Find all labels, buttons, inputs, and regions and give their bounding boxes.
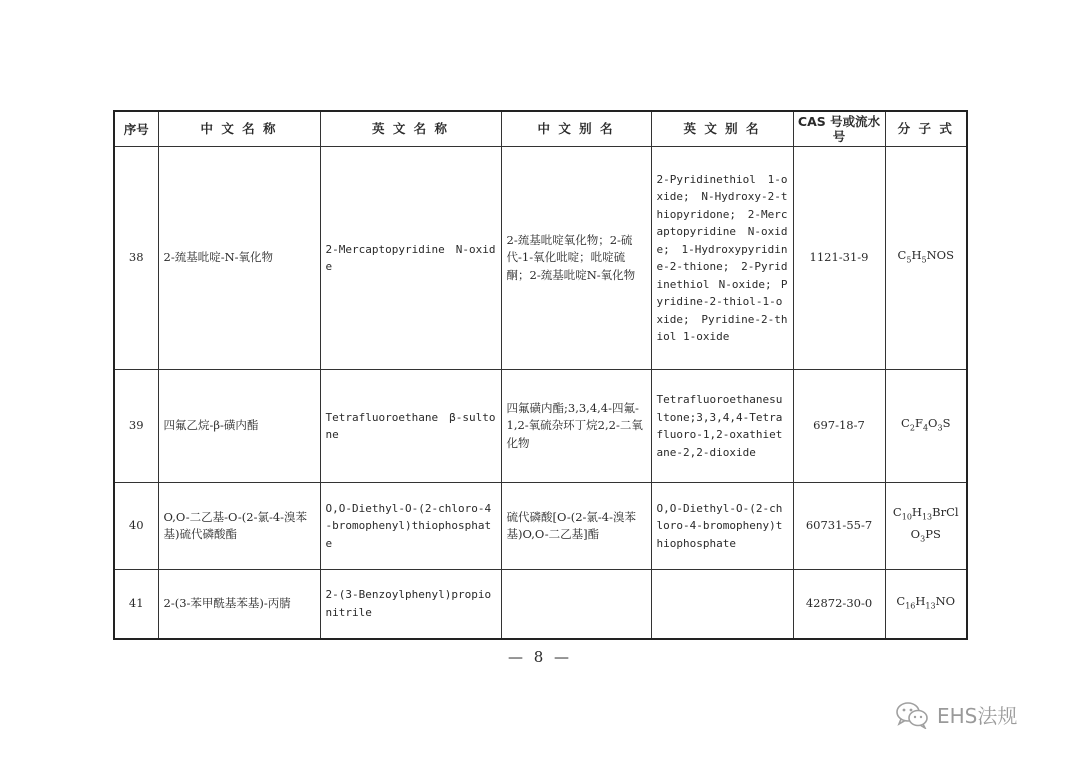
page-number: — 8 — bbox=[507, 648, 573, 666]
en-alias-cell: 2-Pyridinethiol 1-oxide; N-Hydroxy-2-thiopyridone; 2-Mercaptopyridine N-oxide; 1-Hydroxypyridine-2-thione; 2-Pyridinethiol N-oxide; Pyridine-2-thiol-1-oxide; Pyridine-2-thiol 1-oxide bbox=[651, 147, 793, 370]
header-en-alias: 英 文 别 名 bbox=[651, 111, 793, 147]
table-header-row bbox=[114, 111, 967, 147]
wechat-icon bbox=[895, 701, 929, 729]
cn-name-cell: 2-巯基吡啶-N-氧化物 bbox=[158, 147, 320, 370]
en-alias-cell: Tetrafluoroethanesultone;3,3,4,4-Tetrafluoro-1,2-oxathietane-2,2-dioxide bbox=[651, 370, 793, 483]
formula-text: $C_{16}H_{13}NO$ bbox=[896, 593, 956, 611]
en-alias-cell: O,O-Diethyl-O-(2-chloro-4-bromopheny)thiophosphate bbox=[651, 483, 793, 570]
en-name-cell: 2-Mercaptopyridine N-oxide bbox=[320, 147, 501, 370]
header-index: 序号 bbox=[114, 111, 158, 147]
cas-cell: 697-18-7 bbox=[793, 370, 885, 483]
header-cn-alias: 中 文 别 名 bbox=[501, 111, 651, 147]
en-name-cell: 2-(3-Benzoylphenyl)propionitrile bbox=[320, 570, 501, 639]
cn-name-cell: 2-(3-苯甲酰基苯基)-丙腈 bbox=[158, 570, 320, 639]
cas-cell: 60731-55-7 bbox=[793, 483, 885, 570]
formula-cell bbox=[885, 370, 967, 483]
cas-cell: 1121-31-9 bbox=[793, 147, 885, 370]
cas-cell: 42872-30-0 bbox=[793, 570, 885, 639]
table-row bbox=[114, 147, 967, 370]
formula-cell bbox=[885, 483, 967, 570]
row-index: 38 bbox=[114, 147, 158, 370]
header-cas: CAS 号或流水号 bbox=[793, 111, 885, 147]
watermark bbox=[895, 700, 1017, 729]
formula-text: $C_{10}H_{13}BrClO_3PS$ bbox=[892, 505, 959, 544]
row-index: 40 bbox=[114, 483, 158, 570]
formula-text: $C_5H_5NOS$ bbox=[897, 248, 954, 265]
table-row bbox=[114, 570, 967, 639]
watermark-text: EHS法规 bbox=[937, 704, 1018, 728]
cn-alias-cell: 四氟磺内酯;3,3,4,4-四氟-1,2-氧硫杂环丁烷2,2-二氧化物 bbox=[501, 370, 651, 483]
row-index: 39 bbox=[114, 370, 158, 483]
header-formula: 分 子 式 bbox=[885, 111, 967, 147]
en-name-cell: O,O-Diethyl-O-(2-chloro-4-bromophenyl)thiophosphate bbox=[320, 483, 501, 570]
cn-name-cell: O,O-二乙基-O-(2-氯-4-溴苯基)硫代磷酸酯 bbox=[158, 483, 320, 570]
table-row bbox=[114, 370, 967, 483]
en-alias-cell bbox=[651, 570, 793, 639]
table-row bbox=[114, 483, 967, 570]
cn-alias-cell: 2-巯基吡啶氧化物；2-硫代-1-氧化吡啶；吡啶硫酮；2-巯基吡啶N-氧化物 bbox=[501, 147, 651, 370]
formula-cell bbox=[885, 570, 967, 639]
formula-cell bbox=[885, 147, 967, 370]
cn-alias-cell: 硫代磷酸[O-(2-氯-4-溴苯基)O,O-二乙基]酯 bbox=[501, 483, 651, 570]
cn-alias-cell bbox=[501, 570, 651, 639]
header-en-name: 英 文 名 称 bbox=[320, 111, 501, 147]
formula-text: $C_2F_4O_3S$ bbox=[901, 416, 951, 433]
header-cn-name: 中 文 名 称 bbox=[158, 111, 320, 147]
en-name-cell: Tetrafluoroethane β-sultone bbox=[320, 370, 501, 483]
chemical-list-table bbox=[113, 110, 968, 640]
cn-name-cell: 四氟乙烷-β-磺内酯 bbox=[158, 370, 320, 483]
row-index: 41 bbox=[114, 570, 158, 639]
